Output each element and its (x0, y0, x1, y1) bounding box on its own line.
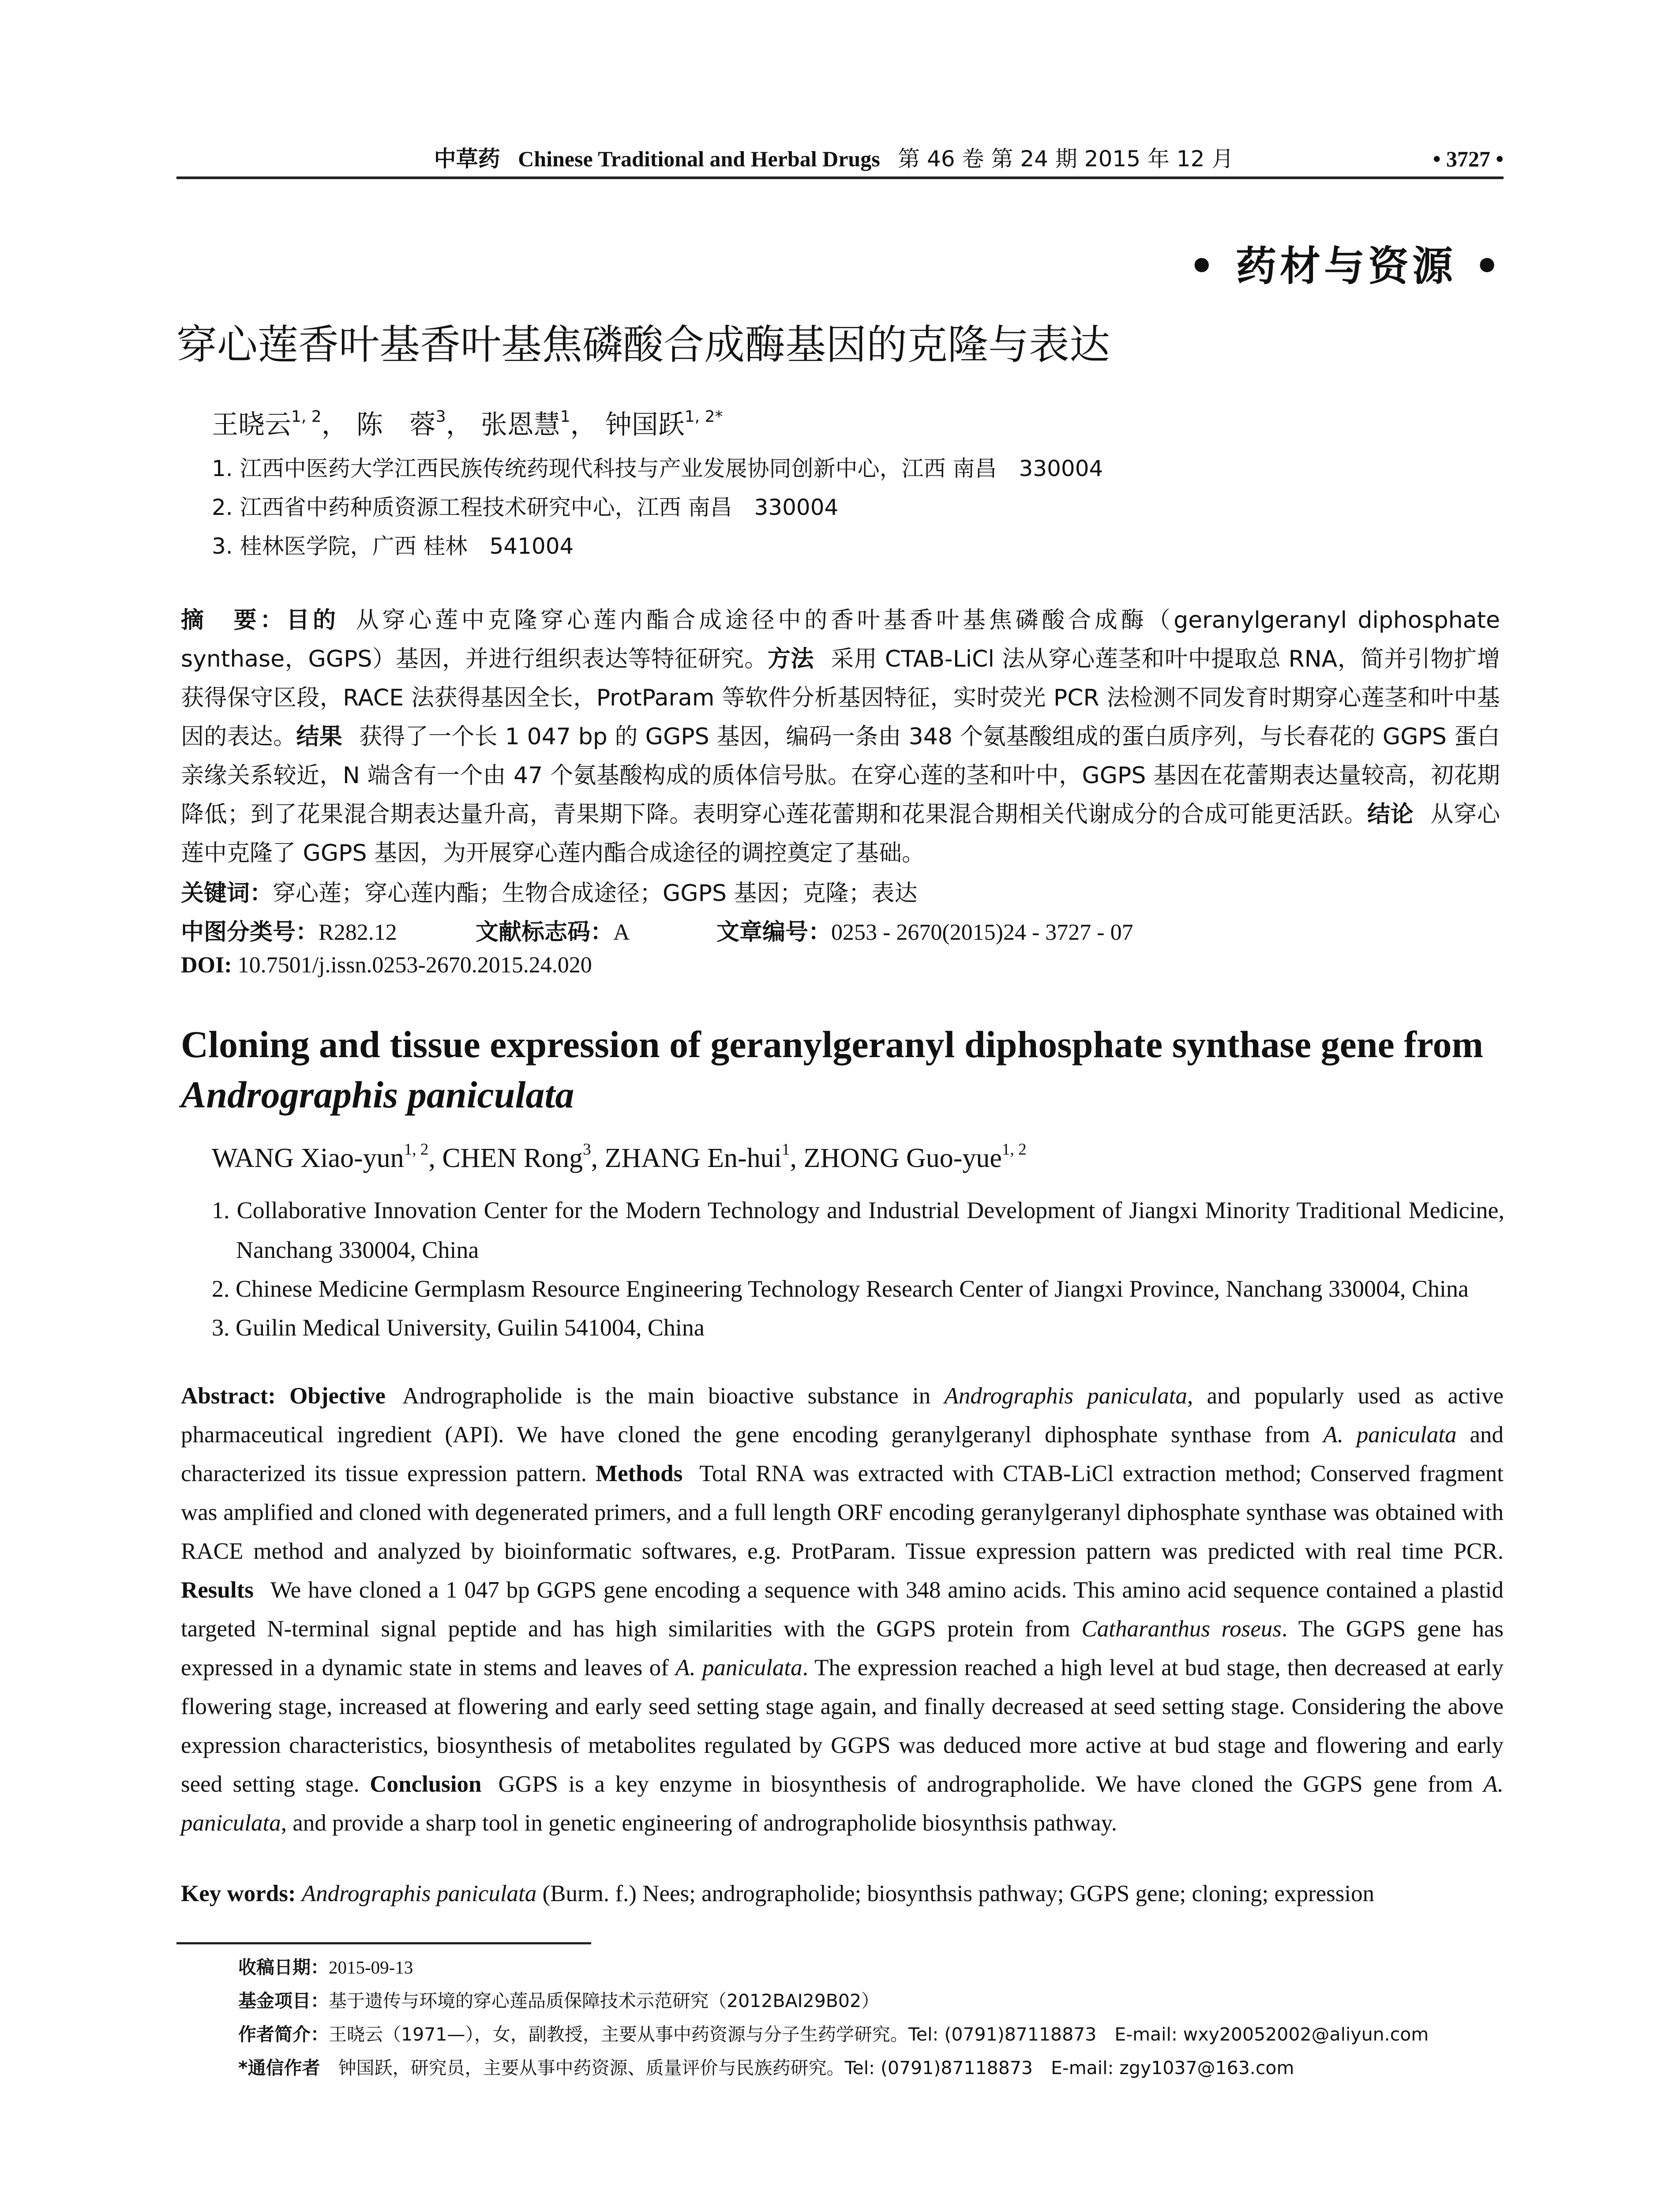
footnote-corresponding (238, 2053, 1294, 2079)
author-name: ZHONG Guo-yue (803, 1143, 1002, 1173)
author-affil-mark: 3 (583, 1141, 591, 1159)
footnote-author-bio (238, 2020, 1429, 2046)
results-text: We have cloned a 1 047 bp GGPS gene encoding a sequence with 348 amino acids. This amino acid sequence contained a plastid targeted N-terminal signal peptide and has high similarities with the GGPS protein from (181, 1577, 1504, 1642)
journal-name-en: Chinese Traditional and Herbal Drugs (518, 146, 880, 171)
en-keywords (181, 1880, 1374, 1907)
header-rule (176, 176, 1504, 179)
cn-affiliation: 1. 江西中医药大学江西民族传统药现代科技与产业发展协同创新中心，江西 南昌 330004 (212, 456, 1103, 481)
en-affiliation: 2. Chinese Medicine Germplasm Resource Engineering Technology Research Center of Jiangxi Province, Nanchang 330004, China (212, 1276, 1469, 1302)
author-affil-mark: 1 (781, 1141, 790, 1159)
author-affil-mark: 1, 2* (684, 408, 723, 426)
footnote-label: 基金项目： (238, 1990, 329, 2011)
results-text: 获得了一个长 1 047 bp 的 GGPS 基因，编码一条由 348 个氨基酸组成的蛋白质序列，与长春花的 GGPS 蛋白亲缘关系较近，N 端含有一个由 47 个氨基酸构成的质体信号肽。在穿心莲的茎和叶中，GGPS 基因在花蕾期表达量较高，初花期降低；到了花果混合期表达量升高，青果期下降。表明穿心莲花蕾期和花果混合期相关代谢成分的合成可能更活跃。 (181, 724, 1500, 828)
methods-label: Methods (595, 1461, 683, 1486)
species-name: Andrographis paniculata (944, 1383, 1187, 1409)
en-title-text: Cloning and tissue expression of geranylgeranyl diphosphate synthase gene from (181, 1023, 1484, 1065)
results-text: . The GGPS gene has expressed in a dynamic state in stems and leaves of (181, 1616, 1504, 1681)
author-separator: ， (446, 409, 472, 440)
running-header (176, 140, 1504, 177)
results-label: Results (181, 1577, 254, 1603)
cn-affiliation: 3. 桂林医学院，广西 桂林 541004 (212, 533, 574, 559)
results-text: . The expression reached a high level at bud stage, then decreased at early flowering stage, increased at flowering and early seed setting stage again, and finally decreased at seed setting stage. Considering the above expression characteristics, biosynthesis of metabolites regulated by GGPS was deduced more active at bud stage and flowering and early seed setting stage. (181, 1655, 1504, 1797)
results-label: 结果 (296, 724, 343, 750)
author-name: 钟国跃 (605, 409, 685, 440)
en-authors (212, 1143, 1027, 1174)
author-separator: ， (570, 409, 597, 440)
journal-name-cn: 中草药 (434, 146, 500, 172)
conclusion-text: , and provide a sharp tool in genetic engineering of andrographolide biosynthsis pathway. (281, 1810, 1117, 1836)
en-affiliation: 3. Guilin Medical University, Guilin 541004, China (212, 1314, 705, 1341)
author-separator: ， (321, 409, 348, 440)
author-affil-mark: 1, 2 (291, 408, 322, 426)
doi-label: DOI: (181, 953, 232, 978)
author-separator: , (790, 1143, 804, 1173)
en-title-species: Andrographis paniculata (181, 1073, 574, 1116)
author-separator: , (591, 1143, 605, 1173)
article-no-label: 文章编号： (716, 919, 832, 945)
author-name: CHEN Rong (442, 1143, 583, 1173)
clc-value: R282.12 (319, 920, 397, 945)
footnote-text: 钟国跃，研究员，主要从事中药资源、质量评价与民族药研究。Tel: (0791)87118873 E-mail: zgy1037@163.com (320, 2057, 1294, 2078)
cn-abstract (181, 601, 1500, 873)
objective-label: Objective (289, 1383, 386, 1409)
conclusion-text: 从穿心莲中克隆了 GGPS 基因，为开展穿心莲内酯合成途径的调控奠定了基础。 (181, 801, 1500, 867)
cn-classification-row (181, 913, 1500, 946)
issue-info: 第 46 卷 第 24 期 2015 年 12 月 (898, 146, 1234, 172)
footnote-text: 基于遗传与环境的穿心莲品质保障技术示范研究（2012BAI29B02） (329, 1990, 880, 2011)
cn-authors (212, 404, 723, 442)
keywords-label: 关键词： (181, 880, 273, 907)
abstract-label: 摘 要： (181, 607, 287, 634)
footnote-received (238, 1953, 413, 1979)
author-separator: , (428, 1143, 442, 1173)
article-no-value: 0253 - 2670(2015)24 - 3727 - 07 (831, 920, 1133, 945)
doi-line (181, 952, 592, 978)
keywords-text: (Burm. f.) Nees; andrographolide; biosynthsis pathway; GGPS gene; cloning; expression (536, 1881, 1375, 1906)
en-affiliation: 1. Collaborative Innovation Center for the Modern Technology and Industrial Development of Jiangxi Minority Traditional Medicine, Nanchang 330004, China (212, 1197, 1504, 1263)
methods-text: Total RNA was extracted with CTAB-LiCl extraction method; Conserved fragment was amplified and cloned with degenerated primers, and a full length ORF encoding geranylgeranyl diphosphate synthase was obtained with RACE method and analyzed by bioinformatic softwares, e.g. ProtParam. Tissue expression pattern was predicted with real time PCR. (181, 1461, 1504, 1564)
doc-code-label: 文献标志码： (476, 919, 614, 945)
doc-code-value: A (613, 920, 630, 945)
species-name: A. paniculata (181, 1771, 1504, 1836)
objective-text: , and popularly used as active pharmaceutical ingredient (API). We have cloned the gene encoding geranylgeranyl diphosphate synthase from (181, 1383, 1504, 1448)
author-name: WANG Xiao-yun (212, 1143, 404, 1173)
conclusion-label: 结论 (1367, 801, 1414, 828)
footnote-label: 作者简介： (238, 2024, 329, 2045)
en-title (181, 1019, 1504, 1120)
species-name: Catharanthus roseus (1081, 1616, 1282, 1642)
keywords-text: 穿心莲；穿心莲内酯；生物合成途径；GGPS 基因；克隆；表达 (273, 880, 918, 907)
footnote-label: 收稿日期： (238, 1957, 329, 1978)
objective-text: Andrographolide is the main bioactive substance in (402, 1383, 945, 1409)
cn-affiliation: 2. 江西省中药种质资源工程技术研究中心，江西 南昌 330004 (212, 495, 839, 520)
author-affil-mark: 1, 2 (1001, 1141, 1027, 1159)
species-name: A. paniculata (1323, 1422, 1457, 1448)
cn-title: 穿心莲香叶基香叶基焦磷酸合成酶基因的克隆与表达 (176, 321, 1110, 368)
footnote-rule (176, 1942, 591, 1944)
keywords-species: Andrographis paniculata (301, 1881, 537, 1906)
clc-label: 中图分类号： (181, 919, 319, 945)
methods-text: 采用 CTAB-LiCl 法从穿心莲茎和叶中提取总 RNA，简并引物扩增获得保守区段，RACE 法获得基因全长，ProtParam 等软件分析基因特征，实时荧光 PCR 法检测不同发育时期穿心莲茎和叶中基因的表达。 (181, 646, 1500, 750)
author-name: 王晓云 (212, 409, 291, 440)
objective-text: 从穿心莲中克隆穿心莲内酯合成途径中的香叶基香叶基焦磷酸合成酶（geranylgeranyl diphosphate synthase，GGPS）基因，并进行组织表达等特征研究。 (181, 607, 1500, 672)
cn-keywords (181, 874, 918, 908)
footnote-text: 2015-09-13 (329, 1957, 413, 1977)
author-name: 陈 蓉 (356, 409, 436, 440)
footnote-funding (238, 1986, 879, 2012)
keywords-label: Key words: (181, 1881, 296, 1906)
objective-label: 目的 (286, 607, 339, 634)
objective-text: and characterized its tissue expression pattern. (181, 1422, 1504, 1486)
en-abstract (181, 1377, 1504, 1842)
methods-label: 方法 (767, 646, 814, 672)
abstract-label: Abstract: (181, 1383, 276, 1409)
author-affil-mark: 1, 2 (404, 1141, 429, 1159)
page-number: • 3727 • (1432, 146, 1504, 171)
author-affil-mark: 1 (560, 408, 570, 426)
section-tag: • 药材与资源 • (1189, 243, 1504, 290)
author-name: ZHANG En-hui (604, 1143, 782, 1173)
species-name: A. paniculata (675, 1655, 802, 1681)
author-name: 张恩慧 (480, 409, 560, 440)
footnote-label: *通信作者 (238, 2057, 320, 2078)
footnote-text: 王晓云（1971—），女，副教授，主要从事中药资源与分子生药学研究。Tel: (0791)87118873 E-mail: wxy20052002@aliyun.com (329, 2024, 1429, 2045)
conclusion-text: GGPS is a key enzyme in biosynthesis of andrographolide. We have cloned the GGPS gene from (498, 1771, 1484, 1797)
conclusion-label: Conclusion (370, 1771, 482, 1797)
doi-value: 10.7501/j.issn.0253-2670.2015.24.020 (237, 953, 592, 978)
author-affil-mark: 3 (435, 408, 446, 426)
